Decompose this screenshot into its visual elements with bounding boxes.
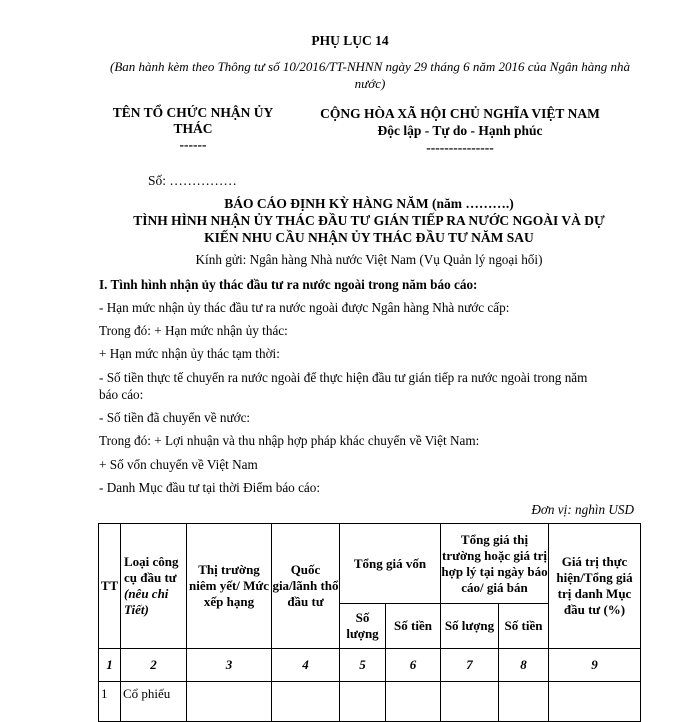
section1-heading: I. Tình hình nhận ủy thác đầu tư ra nước ngoài trong năm báo cáo:	[99, 277, 478, 292]
table-cell	[499, 682, 549, 722]
column-number: 8	[499, 649, 549, 682]
section1-line: + Hạn mức nhận ủy thác tạm thời:	[99, 346, 280, 361]
section1-line: - Số tiền đã chuyển về nước:	[99, 410, 251, 425]
header-market-value: Tổng giá thị trường hoặc giá trị hợp lý tại ngày báo cáo/ giá bán	[441, 524, 549, 604]
section1-line: báo cáo:	[99, 387, 144, 402]
table-cell	[272, 682, 340, 722]
unit-label: Đơn vị: nghìn USD	[531, 502, 634, 517]
org-name-line2: THÁC	[173, 121, 213, 136]
header-tt: TT	[99, 524, 121, 649]
column-number: 3	[187, 649, 272, 682]
table-row	[99, 682, 641, 722]
header-instrument-type	[121, 524, 187, 649]
document-number: Số: ……………	[148, 173, 237, 188]
section1-line: + Số vốn chuyển về Việt Nam	[99, 457, 258, 472]
section1-line: Trong đó: + Lợi nhuận và thu nhập hợp pháp khác chuyển về Việt Nam:	[99, 433, 480, 448]
column-number: 7	[441, 649, 499, 682]
sub-amount-market: Số tiền	[499, 604, 549, 649]
column-number: 1	[99, 649, 121, 682]
table-cell	[340, 682, 386, 722]
motto-dash: ---------------	[426, 140, 494, 155]
sub-amount-capital: Số tiền	[386, 604, 441, 649]
report-title	[98, 195, 640, 246]
section1-line: - Hạn mức nhận ủy thác đầu tư ra nước ngoài được Ngân hàng Nhà nước cấp:	[99, 300, 510, 315]
org-name-line1: TÊN TỔ CHỨC NHẬN ỦY	[112, 105, 274, 120]
column-number: 5	[340, 649, 386, 682]
header-country: Quốc gia/lãnh thổ đầu tư	[272, 524, 340, 649]
org-name-dash: ------	[179, 137, 207, 152]
nation-name: CỘNG HÒA XÃ HỘI CHỦ NGHĨA VIỆT NAM	[320, 106, 600, 121]
table-cell	[386, 682, 441, 722]
org-name	[98, 105, 288, 153]
section1-line: - Số tiền thực tế chuyển ra nước ngoài để thực hiện đầu tư gián tiếp ra nước ngoài trong năm	[99, 370, 588, 385]
header-market: Thị trường niêm yết/ Mức xếp hạng	[187, 524, 272, 649]
report-title-line1: BÁO CÁO ĐỊNH KỲ HÀNG NĂM (năm ……….)	[224, 196, 514, 211]
header-capital: Tổng giá vốn	[340, 524, 441, 604]
column-number: 6	[386, 649, 441, 682]
national-motto: Độc lập - Tự do - Hạnh phúc	[377, 123, 543, 138]
table-number-row	[99, 649, 641, 682]
header-ratio: Giá trị thực hiện/Tổng giá trị danh Mục đầu tư (%)	[549, 524, 641, 649]
column-number: 9	[549, 649, 641, 682]
sub-quantity-capital: Số lượng	[340, 604, 386, 649]
table-cell	[549, 682, 641, 722]
column-number: 4	[272, 649, 340, 682]
row-instrument-type: Cổ phiếu	[121, 682, 187, 722]
table-header-row	[99, 524, 641, 604]
recipient: Kính gửi: Ngân hàng Nhà nước Việt Nam (Vụ Quản lý ngoại hối)	[195, 252, 543, 267]
row-tt: 1	[99, 682, 121, 722]
appendix-title: PHỤ LỤC 14	[311, 33, 389, 48]
issuance-note: (Ban hành kèm theo Thông tư số 10/2016/TT-NHNN ngày 29 tháng 6 năm 2016 của Ngân hàng nhà nước)	[110, 59, 630, 91]
column-number: 2	[121, 649, 187, 682]
table-cell	[187, 682, 272, 722]
portfolio-table	[98, 523, 641, 722]
header-instrument-detail: (nêu chi Tiết)	[124, 586, 169, 617]
header-instrument-type-text: Loại công cụ đầu tư	[124, 554, 179, 585]
sub-quantity-market: Số lượng	[441, 604, 499, 649]
national-header	[300, 105, 620, 156]
section1-line: Trong đó: + Hạn mức nhận ủy thác:	[99, 323, 288, 338]
report-title-line3: KIẾN NHU CẦU NHẬN ỦY THÁC ĐẦU TƯ NĂM SAU	[204, 230, 534, 245]
section1-line: - Danh Mục đầu tư tại thời Điểm báo cáo:	[99, 480, 321, 495]
table-cell	[441, 682, 499, 722]
report-title-line2: TÌNH HÌNH NHẬN ỦY THÁC ĐẦU TƯ GIÁN TIẾP RA NƯỚC NGOÀI VÀ DỰ	[133, 213, 605, 228]
